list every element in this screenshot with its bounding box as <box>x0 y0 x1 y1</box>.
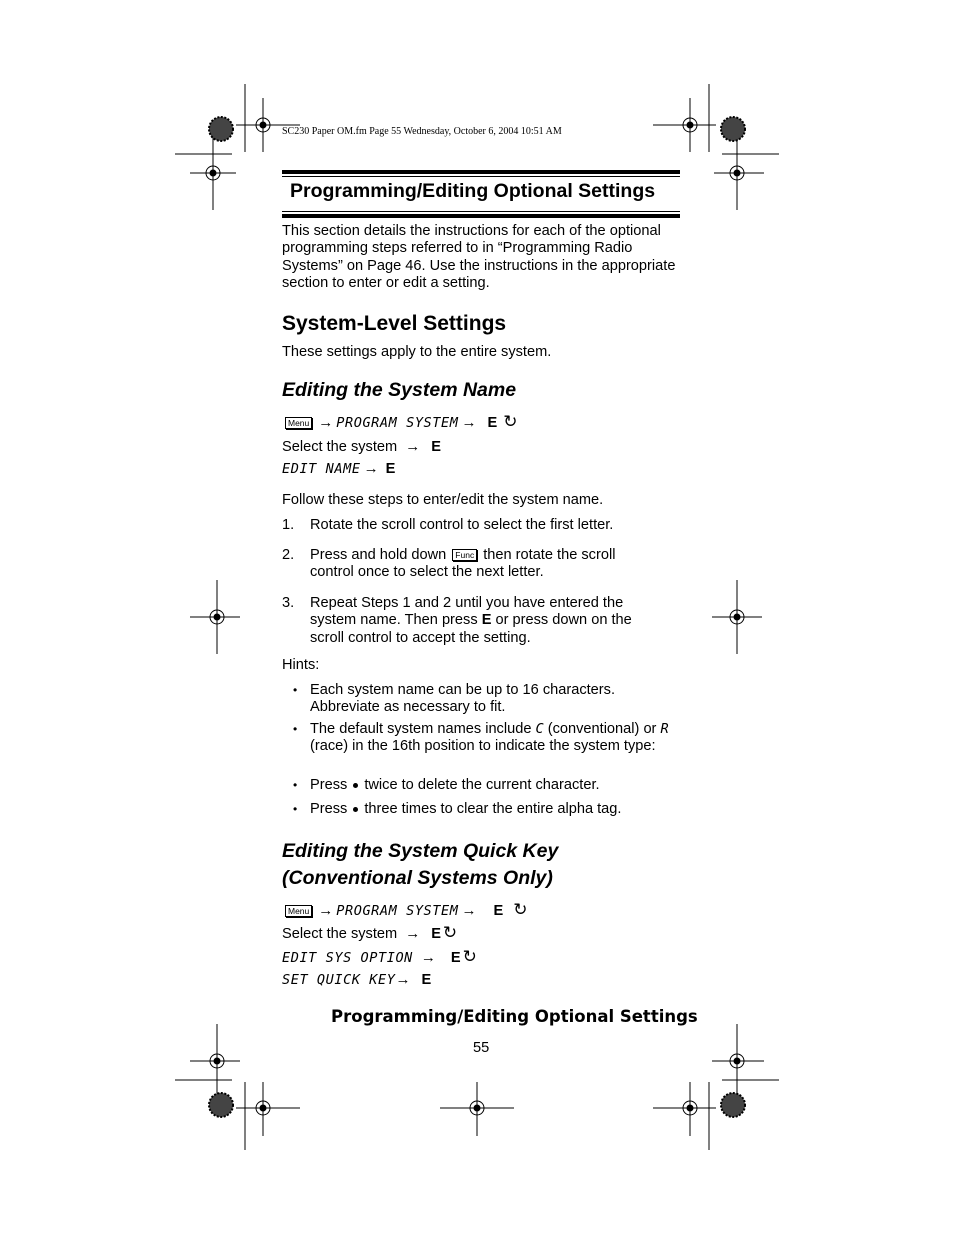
lcd-r: R <box>660 721 669 737</box>
e-key: E <box>421 972 432 988</box>
e-key: E <box>431 926 441 942</box>
arrow-icon: → <box>461 414 477 431</box>
bullet-icon: • <box>293 778 298 792</box>
dot-key-icon <box>353 783 358 788</box>
edit-sys-option-line <box>282 947 477 967</box>
arrow-icon: → <box>461 902 477 919</box>
step-text: Rotate the scroll control to select the first letter. <box>310 517 614 533</box>
quick-key-menu-path <box>282 900 527 920</box>
arrow-icon: → <box>405 925 421 942</box>
quick-key-select-line <box>282 924 457 943</box>
step-number: 1. <box>282 517 295 533</box>
dot-key-icon <box>353 807 358 812</box>
intro-paragraph: This section details the instructions for each of the optional programming steps referred to in “Programming Radio Systems” on Page 46. Use the instructions in the appropriate section to enter or edit a setting. <box>282 223 676 291</box>
step-text-part: Press and hold down <box>310 547 447 563</box>
name-select-line <box>282 438 441 456</box>
hint-text <box>310 801 682 818</box>
e-key: E <box>385 461 396 477</box>
lcd-c: C <box>535 721 544 737</box>
set-quick-key-line <box>282 971 431 989</box>
lcd-edit-sys-option: EDIT SYS OPTION <box>282 950 413 966</box>
title-rule-bottom-thin <box>282 211 680 212</box>
select-system-text: Select the system <box>282 439 398 455</box>
lcd-set-quick-key: SET QUICK KEY <box>282 972 396 988</box>
bullet-icon: • <box>293 722 298 736</box>
system-level-heading: System-Level Settings <box>282 312 507 335</box>
lcd-program-system: PROGRAM SYSTEM <box>336 903 459 919</box>
rotate-icon: ↻ <box>513 900 528 919</box>
hint-text-part: The default system names include <box>310 721 532 737</box>
hint-text-part: Press <box>310 777 348 793</box>
step-text-part: Repeat Steps 1 and 2 until you have entered the system name. Then press <box>310 595 624 629</box>
arrow-icon: → <box>420 949 436 966</box>
hint-text-part: (race) in the 16th position to indicate the system type: <box>310 738 656 755</box>
print-header-note: SC230 Paper OM.fm Page 55 Wednesday, October 6, 2004 10:51 AM <box>282 126 562 137</box>
title-rule-top <box>282 170 680 174</box>
select-system-text: Select the system <box>282 926 398 942</box>
hint-text <box>310 777 682 794</box>
arrow-icon: → <box>318 902 334 919</box>
step-text-part: then rotate the scroll control once to select the next letter. <box>310 547 616 581</box>
title-rule-bottom <box>282 214 680 218</box>
hint-text: Each system name can be up to 16 characters. Abbreviate as necessary to fit. <box>310 682 616 716</box>
e-key: E <box>493 903 504 919</box>
edit-name-line <box>282 460 395 478</box>
hint-text-part: three times to clear the entire alpha tag. <box>364 801 622 817</box>
rotate-icon: ↻ <box>503 412 518 431</box>
page-number: 55 <box>473 1040 490 1056</box>
bullet-icon: • <box>293 802 298 816</box>
follow-steps-text: Follow these steps to enter/edit the system name. <box>282 492 604 508</box>
footer-title: Programming/Editing Optional Settings <box>331 1007 698 1026</box>
hint-text-part: twice to delete the current character. <box>364 777 600 793</box>
arrow-icon: → <box>405 438 421 455</box>
arrow-icon: → <box>363 460 379 477</box>
lcd-edit-name: EDIT NAME <box>282 461 361 477</box>
quick-key-heading-line2: (Conventional Systems Only) <box>282 867 553 889</box>
system-level-text: These settings apply to the entire system. <box>282 344 552 360</box>
lcd-program-system: PROGRAM SYSTEM <box>336 415 459 431</box>
hint-text <box>310 721 682 756</box>
editing-name-heading: Editing the System Name <box>282 379 517 401</box>
e-key: E <box>450 950 461 966</box>
rotate-icon: ↻ <box>442 923 458 942</box>
rotate-icon: ↻ <box>462 947 477 966</box>
e-key: E <box>431 439 441 455</box>
arrow-icon: → <box>395 971 411 988</box>
title-rule-top-thin <box>282 176 680 177</box>
step-number: 2. <box>282 547 295 563</box>
name-menu-path <box>282 412 517 432</box>
hint-text-part: Press <box>310 801 348 817</box>
menu-key: Menu <box>285 417 312 429</box>
bullet-icon: • <box>293 683 298 697</box>
e-key: E <box>487 415 498 431</box>
hints-label: Hints: <box>282 657 320 673</box>
arrow-icon: → <box>318 414 334 431</box>
step-text <box>310 547 655 582</box>
hint-text-part: (conventional) or <box>547 721 657 737</box>
menu-key: Menu <box>285 905 312 917</box>
step-number: 3. <box>282 595 295 611</box>
e-key: E <box>481 612 492 629</box>
step-text <box>310 595 660 647</box>
func-key: Func <box>452 549 477 561</box>
quick-key-heading-line1: Editing the System Quick Key <box>282 840 559 862</box>
section-title: Programming/Editing Optional Settings <box>290 180 656 202</box>
step-text-part: or press down on the scroll control to accept the setting. <box>310 612 632 646</box>
